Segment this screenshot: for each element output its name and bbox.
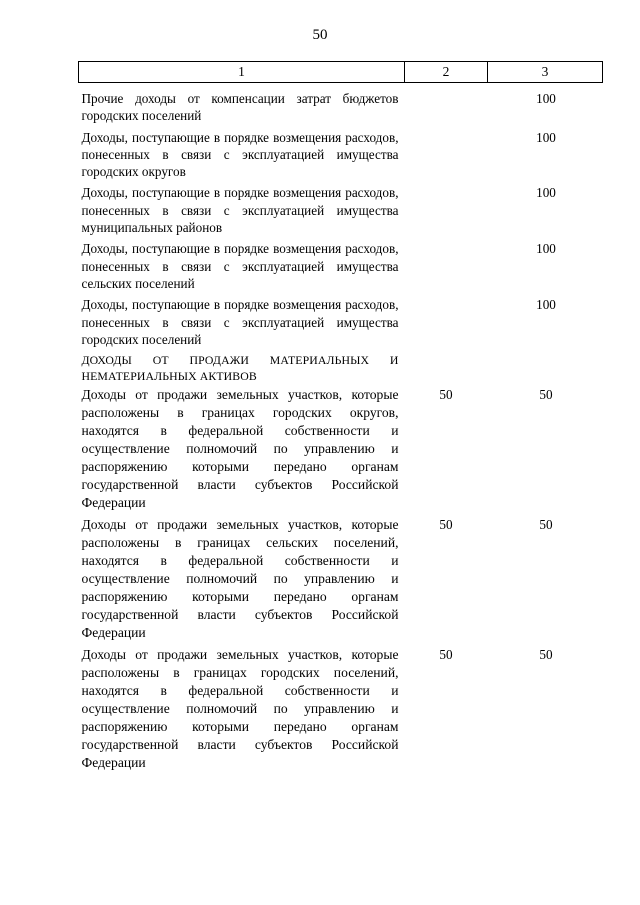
table-row [79, 240, 603, 296]
table-row [79, 386, 603, 516]
row-value-col3: 50 [539, 387, 553, 403]
row-value-col2: 50 [439, 647, 453, 663]
row-name: Прочие доходы от компенсации затрат бюджетов городских поселений [81, 91, 399, 124]
row-value-col3: 100 [536, 185, 556, 201]
section-heading-row [79, 352, 603, 386]
table-body [79, 83, 603, 777]
table-row [79, 83, 603, 129]
row-name: Доходы от продажи земельных участков, которые расположены в границах сельских поселений, находятся в федеральной собственности и осуществление полномочий по управлению и распоряжению которыми передано органам государственной власти субъектов Российской Федерации [81, 517, 399, 641]
table-row [79, 129, 603, 185]
row-value-col2: 50 [439, 517, 453, 533]
row-name: Доходы, поступающие в порядке возмещения расходов, понесенных в связи с эксплуатацией имущества городских поселений [81, 297, 399, 347]
row-value-col2 [405, 352, 488, 386]
header-col-3: 3 [488, 62, 603, 83]
row-value-col2 [405, 83, 488, 129]
header-col-2: 2 [405, 62, 488, 83]
revenue-table [78, 61, 603, 776]
section-heading: ДОХОДЫ ОТ ПРОДАЖИ МАТЕРИАЛЬНЫХ И НЕМАТЕРИАЛЬНЫХ АКТИВОВ [81, 353, 399, 384]
row-value-col3: 100 [536, 241, 556, 257]
header-row [79, 62, 603, 83]
row-value-col2 [405, 296, 488, 352]
row-value-col3: 100 [536, 297, 556, 313]
row-name: Доходы, поступающие в порядке возмещения расходов, понесенных в связи с эксплуатацией имущества муниципальных районов [81, 185, 399, 236]
table-row [79, 516, 603, 646]
row-name: Доходы от продажи земельных участков, которые расположены в границах городских округов, находятся в федеральной собственности и осуществление полномочий по управлению и распоряжению которыми передано органам государственной власти субъектов Российской Федерации [81, 387, 399, 511]
row-value-col3: 50 [539, 517, 553, 533]
row-value-col3: 100 [536, 91, 556, 106]
row-value-col2 [405, 240, 488, 296]
row-value-col3: 50 [539, 647, 553, 663]
row-name: Доходы от продажи земельных участков, которые расположены в границах городских поселений, находятся в федеральной собственности и осуществление полномочий по управлению и распоряжению которыми передано органам государственной власти субъектов Российской Федерации [81, 647, 399, 771]
row-name: Доходы, поступающие в порядке возмещения расходов, понесенных в связи с эксплуатацией имущества сельских поселений [81, 241, 399, 291]
page-number: 50 [312, 27, 328, 43]
row-name: Доходы, поступающие в порядке возмещения расходов, понесенных в связи с эксплуатацией имущества городских округов [81, 129, 399, 180]
row-value-col2 [405, 129, 488, 185]
row-value-col3: 100 [536, 129, 556, 145]
row-value-col3 [488, 352, 603, 386]
table-header [79, 62, 603, 83]
header-col-1: 1 [79, 62, 405, 83]
row-value-col2: 50 [439, 387, 453, 403]
table-row [79, 184, 603, 240]
table-row [79, 296, 603, 352]
row-value-col2 [405, 184, 488, 240]
table-row [79, 646, 603, 776]
